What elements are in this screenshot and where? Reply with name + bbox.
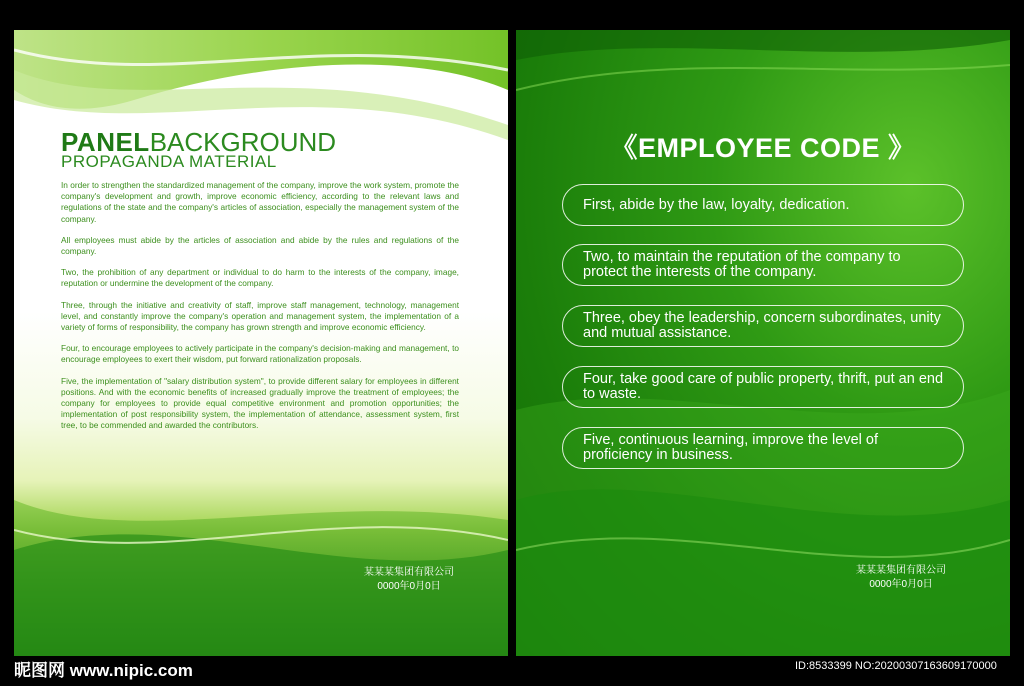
paragraph: All employees must abide by the articles of association and abide by the rules and regulations of the company.	[61, 234, 459, 257]
code-item	[562, 184, 964, 226]
company-date: 0000年0月0日	[377, 581, 441, 592]
code-item	[562, 305, 964, 347]
company-info	[856, 564, 946, 592]
company-name: 某某某集团有限公司	[856, 565, 946, 576]
code-item-text: Four, take good care of public property, thrift, put an end to waste.	[583, 371, 944, 402]
right-panel	[516, 30, 1010, 656]
paragraph: Three, through the initiative and creativity of staff, improve staff management, technology, management level, and constantly improve the company's operation and management system, the implementation of a variety of forms of responsibility, the company has grown strength and improve economic efficiency.	[61, 299, 459, 333]
panel-title-light: BACKGROUND	[149, 127, 337, 157]
code-item	[562, 244, 964, 286]
paragraph: Five, the implementation of "salary distribution system", to provide different salary for employees in different positions. And with the economic benefits of increased gradually improve the treatment of employees; the company for employees to provide equal competitive environment and promotion opportunities; the implementation of post responsibility system, the implementation of attendance, assessment system, first tree, to be commended and awarded the contributors.	[61, 375, 459, 431]
company-date: 0000年0月0日	[869, 579, 933, 590]
panel-title-bold: PANEL	[61, 127, 150, 157]
code-item	[562, 427, 964, 469]
code-item-text: First, abide by the law, loyalty, dedication.	[583, 196, 850, 213]
code-item	[562, 366, 964, 408]
code-item-text: Two, to maintain the reputation of the company to protect the interests of the company.	[583, 249, 901, 280]
code-item-text: Three, obey the leadership, concern subordinates, unity and mutual assistance.	[583, 310, 941, 341]
company-info	[364, 566, 454, 594]
employee-code-heading: 《EMPLOYEE CODE 》	[610, 133, 916, 163]
id-watermark: ID:8533399 NO:20200307163609170000	[795, 660, 997, 672]
panel-subtitle: PROPAGANDA MATERIAL	[61, 152, 277, 171]
paragraph: Two, the prohibition of any department or individual to do harm to the interests of the company, image, reputation or undermine the development of the company.	[61, 267, 459, 289]
site-watermark: 昵图网 www.nipic.com	[14, 661, 193, 680]
code-item-text: Five, continuous learning, improve the level of proficiency in business.	[583, 432, 878, 463]
body-text	[61, 180, 459, 442]
left-panel	[14, 30, 508, 656]
paragraph: In order to strengthen the standardized management of the company, improve the work system, promote the company's development and growth, improve economic efficiency, according to the relevant laws and regulations of the state and the company's articles of association, especially the management system of the company.	[61, 180, 459, 224]
paragraph: Four, to encourage employees to actively participate in the company's decision-making and management, to encourage employees to exert their wisdom, put forward rationalization proposals.	[61, 343, 459, 365]
company-name: 某某某集团有限公司	[364, 567, 454, 578]
